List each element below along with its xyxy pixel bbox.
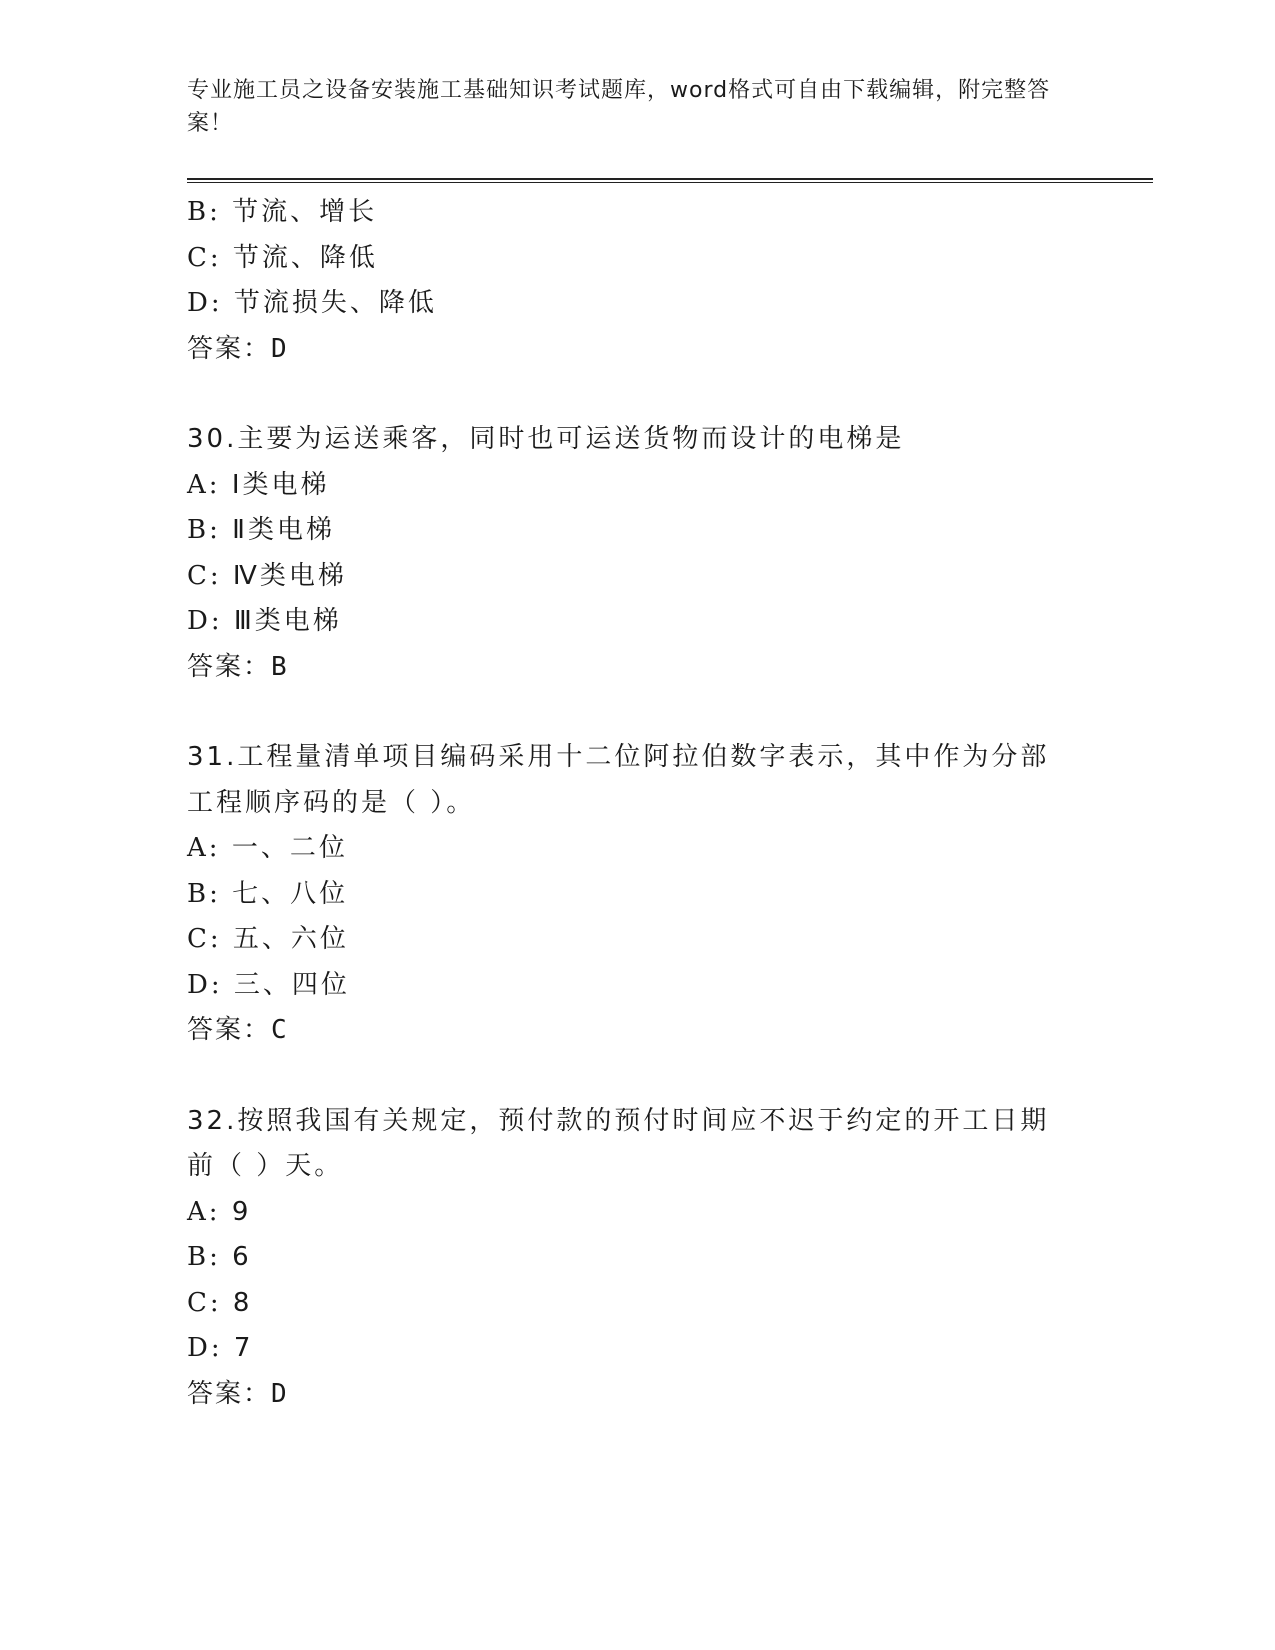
- option-label: B:: [187, 1242, 221, 1272]
- answer-line: [187, 327, 1087, 373]
- option-b: [187, 190, 1087, 236]
- option-text: 一、二位: [231, 833, 348, 863]
- document-body: [187, 190, 1087, 1417]
- option-text: 7: [233, 1333, 254, 1363]
- answer-value: D: [271, 333, 288, 364]
- answer-label: 答案：: [187, 1378, 272, 1409]
- option-text: Ⅰ类电梯: [231, 469, 330, 500]
- question-32: [187, 1099, 1087, 1418]
- question-30: [187, 417, 1087, 690]
- option-label: D:: [187, 969, 223, 1000]
- question-stem: 30.主要为运送乘客，同时也可运送货物而设计的电梯是: [187, 424, 905, 454]
- option-label: C:: [187, 924, 222, 954]
- option-label: D:: [187, 1333, 223, 1363]
- option-text: 节流、增长: [232, 197, 378, 227]
- option-c: [187, 1281, 1087, 1327]
- option-c: [187, 554, 1087, 600]
- option-b: [187, 508, 1087, 554]
- option-label: D:: [187, 288, 223, 318]
- option-b: [187, 1235, 1087, 1281]
- option-a: [187, 826, 1087, 872]
- option-text: 节流损失、降低: [233, 288, 437, 318]
- option-d: [187, 281, 1087, 327]
- answer-value: B: [271, 651, 288, 682]
- option-text: Ⅳ类电梯: [232, 560, 347, 591]
- option-b: [187, 872, 1087, 918]
- answer-line: [187, 1372, 1087, 1418]
- option-d: [187, 1326, 1087, 1372]
- option-d: [187, 599, 1087, 645]
- option-label: B:: [187, 878, 221, 909]
- option-text: 8: [232, 1287, 253, 1318]
- question-stem: 31.工程量清单项目编码采用十二位阿拉伯数字表示，其中作为分部工程顺序码的是（ ）。: [187, 742, 1050, 818]
- option-label: B:: [187, 515, 221, 545]
- option-text: 三、四位: [233, 969, 350, 1000]
- answer-label: 答案：: [187, 651, 272, 682]
- option-c: [187, 917, 1087, 963]
- option-label: A:: [187, 1196, 221, 1227]
- option-text: Ⅱ类电梯: [232, 515, 335, 545]
- option-text: 七、八位: [232, 878, 349, 909]
- answer-line: [187, 645, 1087, 691]
- answer-label: 答案：: [187, 333, 272, 364]
- answer-value: C: [271, 1015, 288, 1045]
- option-text: Ⅲ类电梯: [233, 606, 342, 636]
- document-header-title: 专业施工员之设备安装施工基础知识考试题库，word格式可自由下载编辑，附完整答案！: [187, 78, 1051, 136]
- option-d: [187, 963, 1087, 1009]
- option-label: C:: [187, 242, 222, 273]
- option-label: C:: [187, 560, 222, 591]
- question-continued: [187, 190, 1087, 372]
- answer-line: [187, 1008, 1087, 1054]
- option-c: [187, 236, 1087, 282]
- option-a: [187, 463, 1087, 509]
- option-label: A:: [187, 469, 221, 500]
- answer-value: D: [271, 1378, 288, 1409]
- option-text: 五、六位: [232, 924, 349, 954]
- option-text: 6: [232, 1242, 252, 1272]
- option-a: [187, 1190, 1087, 1236]
- option-label: A:: [187, 833, 221, 863]
- question-31: [187, 735, 1087, 1054]
- option-label: D:: [187, 606, 223, 636]
- answer-label: 答案：: [187, 1015, 272, 1045]
- question-stem: 32.按照我国有关规定，预付款的预付时间应不迟于约定的开工日期前（ ）天。: [187, 1105, 1050, 1181]
- option-label: C:: [187, 1287, 222, 1318]
- option-text: 9: [231, 1196, 252, 1227]
- option-label: B:: [187, 197, 221, 227]
- header-divider: [187, 178, 1153, 183]
- option-text: 节流、降低: [232, 242, 378, 273]
